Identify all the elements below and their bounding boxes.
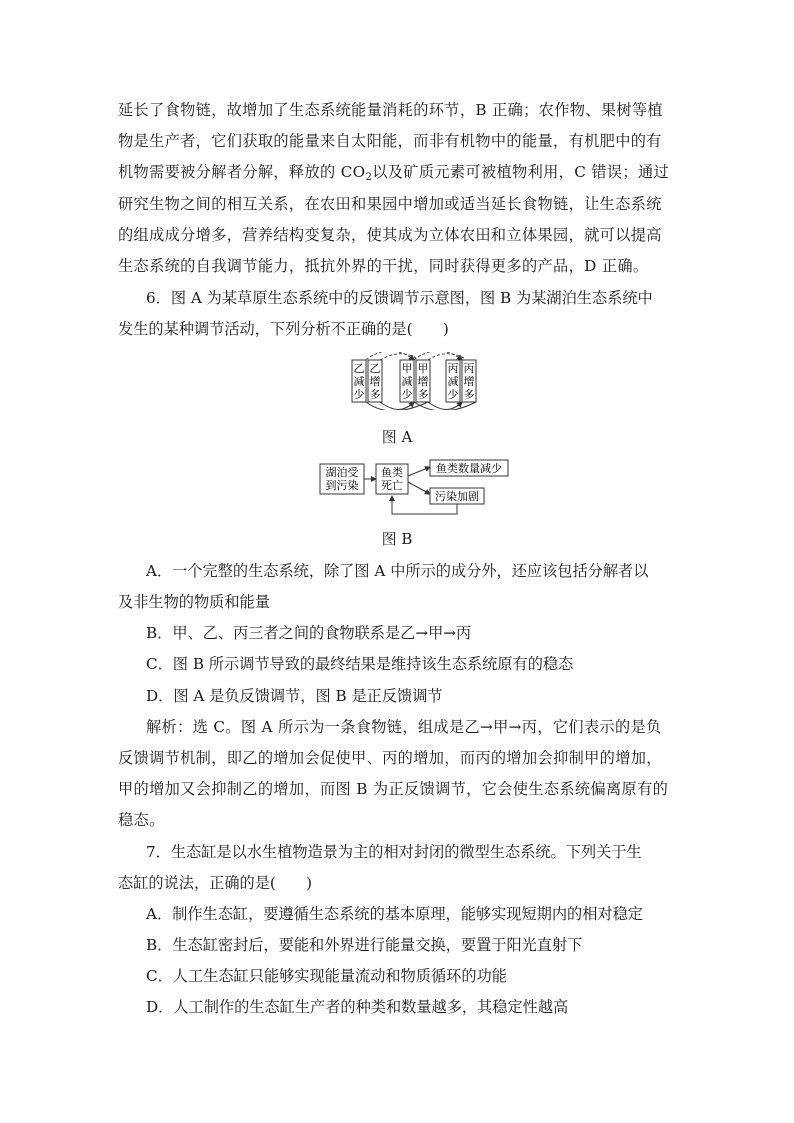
q7-option-a: A．制作生态缸，要遵循生态系统的基本原理，能够实现短期内的相对稳定 — [146, 905, 643, 923]
analysis5-line-4: 研究生物之间的相互关系，在农田和果园中增加或适当延长食物链，让生态系统 — [118, 195, 662, 213]
figure-b-caption: 图 B — [381, 530, 413, 548]
figb-middle-line-1: 鱼类 — [381, 466, 403, 479]
q6-analysis-line-3: 甲的增加又会抑制乙的增加，而图 B 为正反馈调节，它会使生态系统偏离原有的 — [118, 780, 669, 798]
figb-bottom-label: 污染加剧 — [435, 490, 479, 503]
figb-middle-box — [376, 464, 408, 494]
figa-arc-bottom-4 — [414, 402, 476, 410]
figb-start-box — [320, 464, 364, 494]
figa-arc-bottom-3 — [366, 402, 428, 410]
figb-top-box — [430, 460, 508, 476]
q7-option-b: B．生态缸密封后，要能和外界进行能量交换，要置于阳光直射下 — [146, 936, 583, 954]
figa-box-1 — [352, 360, 366, 402]
analysis5-line-1: 延长了食物链，故增加了生态系统能量消耗的环节，B 正确；农作物、果树等植 — [118, 101, 663, 119]
q7-stem-line-2: 态缸的说法，正确的是( ) — [118, 874, 313, 892]
analysis5-line-6: 生态系统的自我调节能力，抵抗外界的干扰，同时获得更多的产品，D 正确。 — [118, 257, 649, 275]
figa-box-5-c1: 丙 — [447, 362, 459, 375]
figure-b — [314, 458, 514, 520]
figb-middle-line-2: 死亡 — [381, 479, 403, 492]
figa-box-4 — [416, 360, 430, 402]
figa-box-4-c2: 增 — [417, 375, 429, 388]
figa-box-3-c1: 甲 — [401, 362, 413, 375]
q6-analysis-line-1: 解析：选 C。图 A 所示为一条食物链，组成是乙→甲→丙，它们表示的是负 — [146, 718, 662, 736]
figure-a — [340, 352, 480, 410]
figa-box-2-c2: 增 — [369, 375, 381, 388]
figb-start-line-2: 到污染 — [325, 479, 359, 492]
figa-box-2-c1: 乙 — [369, 362, 381, 375]
analysis5-line-3 — [118, 162, 669, 182]
figa-arc-bottom-2 — [428, 402, 462, 410]
figa-box-3 — [400, 360, 414, 402]
figb-top-label: 鱼类数量减少 — [436, 462, 502, 475]
figa-box-6-c1: 丙 — [463, 362, 475, 375]
figa-box-6-c3: 多 — [463, 388, 475, 401]
figa-arc-top-2 — [414, 352, 462, 360]
q6-analysis-line-2: 反馈调节机制，即乙的增加会促使甲、丙的增加，而丙的增加会抑制甲的增加， — [118, 749, 662, 767]
q6-option-a-line-2: 及非生物的物质和能量 — [118, 593, 270, 611]
figa-box-4-c3: 多 — [417, 388, 429, 401]
figa-box-1-c1: 乙 — [353, 362, 365, 375]
analysis5-line-2: 物是生产者，它们获取的能量来自太阳能，而非有机物中的能量，有机肥中的有 — [118, 132, 662, 150]
figa-box-5-c3: 少 — [447, 388, 459, 401]
q7-option-c: C．人工生态缸只能够实现能量流动和物质循环的功能 — [146, 967, 507, 985]
q6-option-a-line-1: A．一个完整的生态系统，除了图 A 中所示的成分外，还应该包括分解者以 — [146, 562, 649, 580]
q7-stem-line-1: 7．生态缸是以水生植物造景为主的相对封闭的微型生态系统。下列关于生 — [146, 843, 642, 861]
figa-box-3-c3: 少 — [401, 388, 413, 401]
figa-box-1-c3: 少 — [353, 388, 365, 401]
co2-subscript: 2 — [365, 172, 373, 183]
q6-stem-line-2: 发生的某种调节活动，下列分析不正确的是( ) — [118, 320, 449, 338]
q6-option-b: B．甲、乙、丙三者之间的食物联系是乙→甲→丙 — [146, 624, 472, 642]
figa-box-4-c1: 甲 — [417, 362, 429, 375]
q6-option-d: D．图 A 是负反馈调节，图 B 是正反馈调节 — [146, 687, 443, 705]
q6-stem-line-1: 6．图 A 为某草原生态系统中的反馈调节示意图，图 B 为某湖泊生态系统中 — [146, 289, 653, 307]
figb-arrow-up — [408, 467, 430, 476]
figb-bottom-box — [430, 488, 484, 504]
figa-box-6-c2: 增 — [463, 375, 475, 388]
figa-box-6 — [462, 360, 476, 402]
analysis5-line-5: 的组成成分增多，营养结构变复杂，使其成为立体农田和立体果园，就可以提高 — [118, 226, 662, 244]
figure-a-caption: 图 A — [381, 428, 413, 446]
analysis5-line-3a: 机物需要被分解者分解，释放的 CO — [118, 163, 366, 181]
q7-option-d: D．人工制作的生态缸生产者的种类和数量越多，其稳定性越高 — [146, 998, 569, 1016]
figb-start-line-1: 湖泊受 — [325, 466, 359, 479]
figa-box-3-c2: 减 — [401, 375, 413, 388]
q6-option-c: C．图 B 所示调节导致的最终结果是维持该生态系统原有的稳态 — [146, 655, 574, 673]
figa-box-2-c3: 多 — [369, 388, 381, 401]
figb-arrow-down — [408, 482, 430, 494]
q6-analysis-line-4: 稳态。 — [118, 811, 165, 829]
figa-box-5 — [446, 360, 460, 402]
figa-box-2 — [368, 360, 382, 402]
figa-box-5-c2: 减 — [447, 375, 459, 388]
analysis5-line-3b: 以及矿质元素可被植物利用，C 错误；通过 — [372, 163, 670, 181]
figa-box-1-c2: 减 — [353, 375, 365, 388]
